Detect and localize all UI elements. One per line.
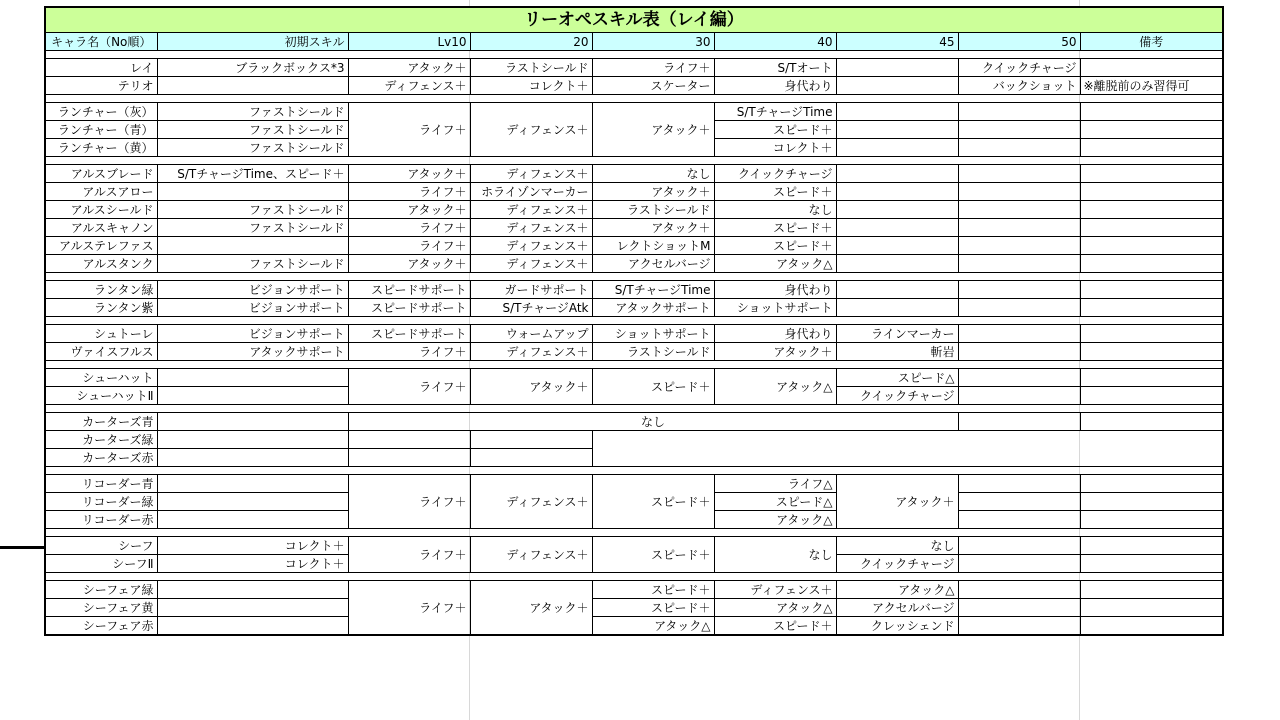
character-name-cell[interactable]: アルスアロー xyxy=(45,183,157,201)
skill-cell[interactable] xyxy=(1080,581,1223,599)
skill-cell[interactable]: ライフ＋ xyxy=(348,183,470,201)
skill-table xyxy=(44,6,1224,636)
skill-cell[interactable]: ※離脱前のみ習得可 xyxy=(1080,77,1223,95)
skill-cell[interactable] xyxy=(958,617,1080,636)
skill-cell[interactable]: ディフェンス＋ xyxy=(470,343,592,361)
skill-cell[interactable]: アクセルバージ xyxy=(836,599,958,617)
separator-row xyxy=(45,317,1223,325)
skill-cell[interactable] xyxy=(157,77,348,95)
table-row xyxy=(45,103,1223,121)
skill-cell[interactable]: S/TチャージTime xyxy=(714,103,836,121)
skill-cell[interactable] xyxy=(1080,511,1223,529)
character-name-cell[interactable]: レイ xyxy=(45,59,157,77)
skill-cell[interactable] xyxy=(157,183,348,201)
skill-cell[interactable] xyxy=(958,599,1080,617)
character-name-cell[interactable]: ランタン紫 xyxy=(45,299,157,317)
column-header[interactable]: 30 xyxy=(592,33,714,51)
skill-cell[interactable] xyxy=(958,555,1080,573)
skill-cell[interactable] xyxy=(836,165,958,183)
skill-cell[interactable]: ホライゾンマーカー xyxy=(470,183,592,201)
skill-cell[interactable]: クイックチャージ xyxy=(714,165,836,183)
table-row xyxy=(45,617,1223,636)
skill-cell[interactable]: ビジョンサポート xyxy=(157,325,348,343)
skill-cell[interactable]: アタック△ xyxy=(714,599,836,617)
character-name-cell[interactable]: カーターズ赤 xyxy=(45,449,157,467)
skill-cell[interactable]: なし xyxy=(348,413,958,431)
skill-cell[interactable]: アタック＋ xyxy=(836,475,958,529)
separator-cell[interactable] xyxy=(45,405,1223,413)
skill-cell[interactable]: ライフ＋ xyxy=(348,343,470,361)
skill-cell[interactable]: アタック△ xyxy=(592,617,714,636)
skill-cell[interactable]: ディフェンス＋ xyxy=(470,103,592,157)
skill-cell[interactable]: アタック＋ xyxy=(592,219,714,237)
skill-cell[interactable]: ディフェンス＋ xyxy=(470,237,592,255)
skill-cell[interactable] xyxy=(1080,325,1223,343)
character-name-cell[interactable]: ランチャー（青） xyxy=(45,121,157,139)
skill-cell[interactable]: アタックサポート xyxy=(592,299,714,317)
skill-cell[interactable] xyxy=(157,369,348,387)
table-row xyxy=(45,237,1223,255)
character-name-cell[interactable]: リコーダー緑 xyxy=(45,493,157,511)
skill-cell[interactable]: ディフェンス＋ xyxy=(470,165,592,183)
skill-cell[interactable] xyxy=(1080,343,1223,361)
skill-cell[interactable]: アタック△ xyxy=(836,581,958,599)
table-row xyxy=(45,475,1223,493)
separator-cell[interactable] xyxy=(45,361,1223,369)
skill-cell[interactable]: アタック＋ xyxy=(348,165,470,183)
table-row xyxy=(45,413,1223,431)
table-row xyxy=(45,599,1223,617)
separator-cell[interactable] xyxy=(45,51,1223,59)
separator-row xyxy=(45,95,1223,103)
column-header[interactable]: 初期スキル xyxy=(157,33,348,51)
separator-row xyxy=(45,157,1223,165)
skill-cell[interactable] xyxy=(1080,201,1223,219)
skill-cell[interactable]: ファストシールド xyxy=(157,219,348,237)
skill-cell[interactable] xyxy=(1080,617,1223,636)
separator-row xyxy=(45,405,1223,413)
table-row xyxy=(45,219,1223,237)
column-header[interactable]: 40 xyxy=(714,33,836,51)
skill-cell[interactable]: スピード＋ xyxy=(592,599,714,617)
skill-cell[interactable]: ラストシールド xyxy=(592,343,714,361)
table-row xyxy=(45,449,1223,467)
skill-cell[interactable] xyxy=(958,325,1080,343)
skill-cell[interactable]: ライフ＋ xyxy=(348,103,470,157)
skill-cell[interactable] xyxy=(157,449,348,467)
skill-cell[interactable]: ディフェンス＋ xyxy=(470,255,592,273)
skill-cell[interactable]: なし xyxy=(714,201,836,219)
skill-cell[interactable]: ファストシールド xyxy=(157,255,348,273)
character-name-cell[interactable]: リコーダー青 xyxy=(45,475,157,493)
skill-cell[interactable]: クレッシェンド xyxy=(836,617,958,636)
character-name-cell[interactable]: アルスキャノン xyxy=(45,219,157,237)
skill-cell[interactable]: アタック＋ xyxy=(592,103,714,157)
character-name-cell[interactable]: テリオ xyxy=(45,77,157,95)
skill-cell[interactable]: ライフ＋ xyxy=(348,219,470,237)
column-header[interactable]: Lv10 xyxy=(348,33,470,51)
sheet-title[interactable]: リーオペスキル表（レイ編） xyxy=(45,7,1223,33)
skill-cell[interactable]: ディフェンス＋ xyxy=(470,537,592,573)
character-name-cell[interactable]: シューハットⅡ xyxy=(45,387,157,405)
row-resize-handle[interactable] xyxy=(0,546,46,549)
character-name-cell[interactable]: ランチャー（黄） xyxy=(45,139,157,157)
skill-cell[interactable] xyxy=(348,449,470,467)
character-name-cell[interactable]: リコーダー赤 xyxy=(45,511,157,529)
skill-cell[interactable] xyxy=(958,493,1080,511)
skill-cell[interactable]: コレクト＋ xyxy=(470,77,592,95)
skill-cell[interactable]: アタック＋ xyxy=(592,183,714,201)
skill-cell[interactable]: アタック＋ xyxy=(348,201,470,219)
skill-cell[interactable] xyxy=(958,201,1080,219)
skill-cell[interactable]: スピードサポート xyxy=(348,325,470,343)
skill-cell[interactable] xyxy=(470,431,592,449)
skill-cell[interactable]: ラインマーカー xyxy=(836,325,958,343)
skill-cell[interactable]: ファストシールド xyxy=(157,103,348,121)
skill-cell[interactable]: ライフ＋ xyxy=(348,369,470,405)
table-row xyxy=(45,281,1223,299)
separator-row xyxy=(45,273,1223,281)
skill-cell[interactable]: ディフェンス＋ xyxy=(470,475,592,529)
character-name-cell[interactable]: アルスブレード xyxy=(45,165,157,183)
skill-cell[interactable]: アタック△ xyxy=(714,255,836,273)
skill-cell[interactable]: アタック＋ xyxy=(348,59,470,77)
separator-cell[interactable] xyxy=(45,157,1223,165)
skill-cell[interactable]: アタック＋ xyxy=(470,581,592,636)
skill-cell[interactable] xyxy=(836,59,958,77)
skill-cell[interactable]: なし xyxy=(714,537,836,573)
table-row xyxy=(45,165,1223,183)
skill-cell[interactable]: ビジョンサポート xyxy=(157,299,348,317)
skill-cell[interactable]: ライフ＋ xyxy=(348,475,470,529)
skill-cell[interactable]: ビジョンサポート xyxy=(157,281,348,299)
skill-cell[interactable] xyxy=(836,281,958,299)
skill-cell[interactable]: ショットサポート xyxy=(592,325,714,343)
skill-cell[interactable]: スピード△ xyxy=(714,493,836,511)
skill-cell[interactable] xyxy=(470,449,592,467)
character-name-cell[interactable]: シーフ xyxy=(45,537,157,555)
skill-cell[interactable]: アクセルバージ xyxy=(592,255,714,273)
skill-cell[interactable]: ファストシールド xyxy=(157,121,348,139)
skill-cell[interactable] xyxy=(1080,219,1223,237)
skill-cell[interactable]: ライフ＋ xyxy=(348,537,470,573)
skill-cell[interactable]: ショットサポート xyxy=(714,299,836,317)
skill-cell[interactable] xyxy=(1080,599,1223,617)
skill-cell[interactable]: レクトショットM xyxy=(592,237,714,255)
skill-cell[interactable] xyxy=(1080,387,1223,405)
skill-cell[interactable] xyxy=(1080,165,1223,183)
table-row xyxy=(45,325,1223,343)
skill-cell[interactable] xyxy=(836,219,958,237)
column-header[interactable]: 50 xyxy=(958,33,1080,51)
skill-cell[interactable]: 身代わり xyxy=(714,281,836,299)
skill-cell[interactable] xyxy=(958,511,1080,529)
skill-cell[interactable]: スピードサポート xyxy=(348,299,470,317)
separator-cell[interactable] xyxy=(45,573,1223,581)
column-header[interactable]: キャラ名（No順） xyxy=(45,33,157,51)
skill-cell[interactable] xyxy=(958,387,1080,405)
skill-cell[interactable]: ラストシールド xyxy=(470,59,592,77)
skill-cell[interactable] xyxy=(348,431,470,449)
skill-cell[interactable] xyxy=(1080,103,1223,121)
skill-cell[interactable] xyxy=(1080,121,1223,139)
skill-cell[interactable]: アタック＋ xyxy=(470,369,592,405)
skill-cell[interactable]: ディフェンス＋ xyxy=(348,77,470,95)
skill-cell[interactable] xyxy=(958,537,1080,555)
character-name-cell[interactable]: シーフェア黄 xyxy=(45,599,157,617)
skill-cell[interactable] xyxy=(958,139,1080,157)
skill-cell[interactable] xyxy=(1080,555,1223,573)
skill-cell[interactable]: スケーター xyxy=(592,77,714,95)
separator-cell[interactable] xyxy=(45,95,1223,103)
skill-cell[interactable]: 身代わり xyxy=(714,325,836,343)
skill-cell[interactable]: スピード＋ xyxy=(714,617,836,636)
skill-cell[interactable] xyxy=(958,103,1080,121)
skill-cell[interactable]: スピード＋ xyxy=(714,183,836,201)
skill-cell[interactable]: ディフェンス＋ xyxy=(470,219,592,237)
skill-cell[interactable]: アタック＋ xyxy=(348,255,470,273)
skill-cell[interactable]: クイックチャージ xyxy=(836,555,958,573)
skill-cell[interactable]: コレクト＋ xyxy=(157,555,348,573)
skill-cell[interactable]: スピード＋ xyxy=(592,369,714,405)
skill-cell[interactable]: バックショット xyxy=(958,77,1080,95)
skill-cell[interactable]: クイックチャージ xyxy=(836,387,958,405)
separator-row xyxy=(45,573,1223,581)
skill-cell[interactable] xyxy=(1080,281,1223,299)
skill-cell[interactable] xyxy=(1080,237,1223,255)
skill-cell[interactable]: アタック△ xyxy=(714,511,836,529)
skill-cell[interactable]: ウォームアップ xyxy=(470,325,592,343)
skill-cell[interactable] xyxy=(958,183,1080,201)
character-name-cell[interactable]: シーフェア赤 xyxy=(45,617,157,636)
skill-cell[interactable]: S/Tオート xyxy=(714,59,836,77)
skill-cell[interactable] xyxy=(958,237,1080,255)
skill-cell[interactable] xyxy=(1080,475,1223,493)
skill-cell[interactable] xyxy=(958,281,1080,299)
skill-cell[interactable]: ファストシールド xyxy=(157,201,348,219)
skill-cell[interactable] xyxy=(836,299,958,317)
skill-cell[interactable] xyxy=(157,413,348,431)
skill-cell[interactable]: ラストシールド xyxy=(592,201,714,219)
character-name-cell[interactable]: アルスタンク xyxy=(45,255,157,273)
skill-cell[interactable]: コレクト＋ xyxy=(157,537,348,555)
skill-cell[interactable]: スピード＋ xyxy=(592,537,714,573)
header-row xyxy=(45,33,1223,51)
skill-cell[interactable] xyxy=(157,493,348,511)
skill-cell[interactable] xyxy=(1080,493,1223,511)
skill-cell[interactable]: スピード＋ xyxy=(714,121,836,139)
column-header[interactable]: 20 xyxy=(470,33,592,51)
skill-cell[interactable] xyxy=(157,387,348,405)
table-row xyxy=(45,581,1223,599)
skill-cell[interactable]: なし xyxy=(592,165,714,183)
skill-cell[interactable] xyxy=(1080,255,1223,273)
skill-cell[interactable] xyxy=(958,299,1080,317)
skill-cell[interactable] xyxy=(1080,413,1223,431)
skill-cell[interactable] xyxy=(157,599,348,617)
skill-cell[interactable] xyxy=(836,77,958,95)
skill-cell[interactable] xyxy=(1080,59,1223,77)
skill-cell[interactable] xyxy=(157,237,348,255)
skill-cell[interactable] xyxy=(836,255,958,273)
character-name-cell[interactable]: シューハット xyxy=(45,369,157,387)
skill-cell[interactable]: スピードサポート xyxy=(348,281,470,299)
skill-cell[interactable]: S/TチャージTime、スピード＋ xyxy=(157,165,348,183)
skill-cell[interactable]: ライフ△ xyxy=(714,475,836,493)
skill-cell[interactable] xyxy=(157,581,348,599)
skill-cell[interactable] xyxy=(1080,369,1223,387)
character-name-cell[interactable]: アルステレファス xyxy=(45,237,157,255)
skill-cell[interactable]: スピード＋ xyxy=(714,237,836,255)
skill-cell[interactable] xyxy=(157,511,348,529)
table-row xyxy=(45,343,1223,361)
table-row xyxy=(45,59,1223,77)
separator-row xyxy=(45,529,1223,537)
character-name-cell[interactable]: ランチャー（灰） xyxy=(45,103,157,121)
character-name-cell[interactable]: ランタン緑 xyxy=(45,281,157,299)
skill-cell[interactable]: S/TチャージTime xyxy=(592,281,714,299)
skill-cell[interactable]: アタック△ xyxy=(714,369,836,405)
separator-cell[interactable] xyxy=(45,273,1223,281)
skill-cell[interactable] xyxy=(836,139,958,157)
skill-cell[interactable] xyxy=(836,237,958,255)
skill-cell[interactable]: なし xyxy=(836,537,958,555)
skill-cell[interactable]: スピード＋ xyxy=(592,581,714,599)
skill-cell[interactable]: ライフ＋ xyxy=(348,237,470,255)
character-name-cell[interactable]: シーフⅡ xyxy=(45,555,157,573)
separator-cell[interactable] xyxy=(45,529,1223,537)
separator-row xyxy=(45,51,1223,59)
table-row xyxy=(45,431,1223,449)
skill-cell[interactable]: アタックサポート xyxy=(157,343,348,361)
skill-cell[interactable] xyxy=(958,219,1080,237)
separator-row xyxy=(45,361,1223,369)
skill-cell[interactable]: スピード＋ xyxy=(592,475,714,529)
skill-cell[interactable]: コレクト＋ xyxy=(714,139,836,157)
skill-cell[interactable]: クイックチャージ xyxy=(958,59,1080,77)
skill-cell[interactable] xyxy=(836,201,958,219)
skill-cell[interactable] xyxy=(157,431,348,449)
skill-cell[interactable]: ライフ＋ xyxy=(348,581,470,636)
table-row xyxy=(45,299,1223,317)
skill-cell[interactable] xyxy=(1080,183,1223,201)
character-name-cell[interactable]: ヴァイスフルス xyxy=(45,343,157,361)
skill-cell[interactable]: 斬岩 xyxy=(836,343,958,361)
table-row xyxy=(45,255,1223,273)
skill-cell[interactable]: S/TチャージAtk xyxy=(470,299,592,317)
skill-cell[interactable]: アタック＋ xyxy=(714,343,836,361)
skill-cell[interactable] xyxy=(836,183,958,201)
skill-cell[interactable]: スピード△ xyxy=(836,369,958,387)
separator-row xyxy=(45,467,1223,475)
table-row xyxy=(45,369,1223,387)
skill-cell[interactable]: ファストシールド xyxy=(157,139,348,157)
table-row xyxy=(45,77,1223,95)
skill-cell[interactable]: ディフェンス＋ xyxy=(714,581,836,599)
skill-cell[interactable] xyxy=(157,617,348,636)
skill-cell[interactable] xyxy=(958,581,1080,599)
table-row xyxy=(45,537,1223,555)
skill-cell[interactable] xyxy=(1080,537,1223,555)
skill-cell[interactable] xyxy=(958,121,1080,139)
table-row xyxy=(45,201,1223,219)
separator-cell[interactable] xyxy=(45,317,1223,325)
character-name-cell[interactable]: カーターズ青 xyxy=(45,413,157,431)
skill-cell[interactable] xyxy=(1080,299,1223,317)
skill-cell[interactable] xyxy=(958,343,1080,361)
skill-cell[interactable] xyxy=(836,103,958,121)
character-name-cell[interactable]: シュトーレ xyxy=(45,325,157,343)
skill-cell[interactable] xyxy=(958,165,1080,183)
sheet-body xyxy=(45,51,1223,636)
table-row xyxy=(45,183,1223,201)
separator-cell[interactable] xyxy=(45,467,1223,475)
column-header[interactable]: 45 xyxy=(836,33,958,51)
skill-cell[interactable] xyxy=(958,413,1080,431)
skill-cell[interactable] xyxy=(157,475,348,493)
skill-cell[interactable]: スピード＋ xyxy=(714,219,836,237)
skill-cell[interactable]: ブラックボックス*3 xyxy=(157,59,348,77)
skill-cell[interactable]: 身代わり xyxy=(714,77,836,95)
skill-cell[interactable]: ライフ＋ xyxy=(592,59,714,77)
character-name-cell[interactable]: アルスシールド xyxy=(45,201,157,219)
skill-cell[interactable]: ディフェンス＋ xyxy=(470,201,592,219)
skill-cell[interactable]: ガードサポート xyxy=(470,281,592,299)
column-header[interactable]: 備考 xyxy=(1080,33,1223,51)
character-name-cell[interactable]: シーフェア緑 xyxy=(45,581,157,599)
skill-cell[interactable] xyxy=(836,121,958,139)
skill-cell[interactable] xyxy=(958,369,1080,387)
skill-cell[interactable] xyxy=(1080,139,1223,157)
skill-cell[interactable] xyxy=(958,255,1080,273)
skill-cell[interactable] xyxy=(958,475,1080,493)
character-name-cell[interactable]: カーターズ緑 xyxy=(45,431,157,449)
